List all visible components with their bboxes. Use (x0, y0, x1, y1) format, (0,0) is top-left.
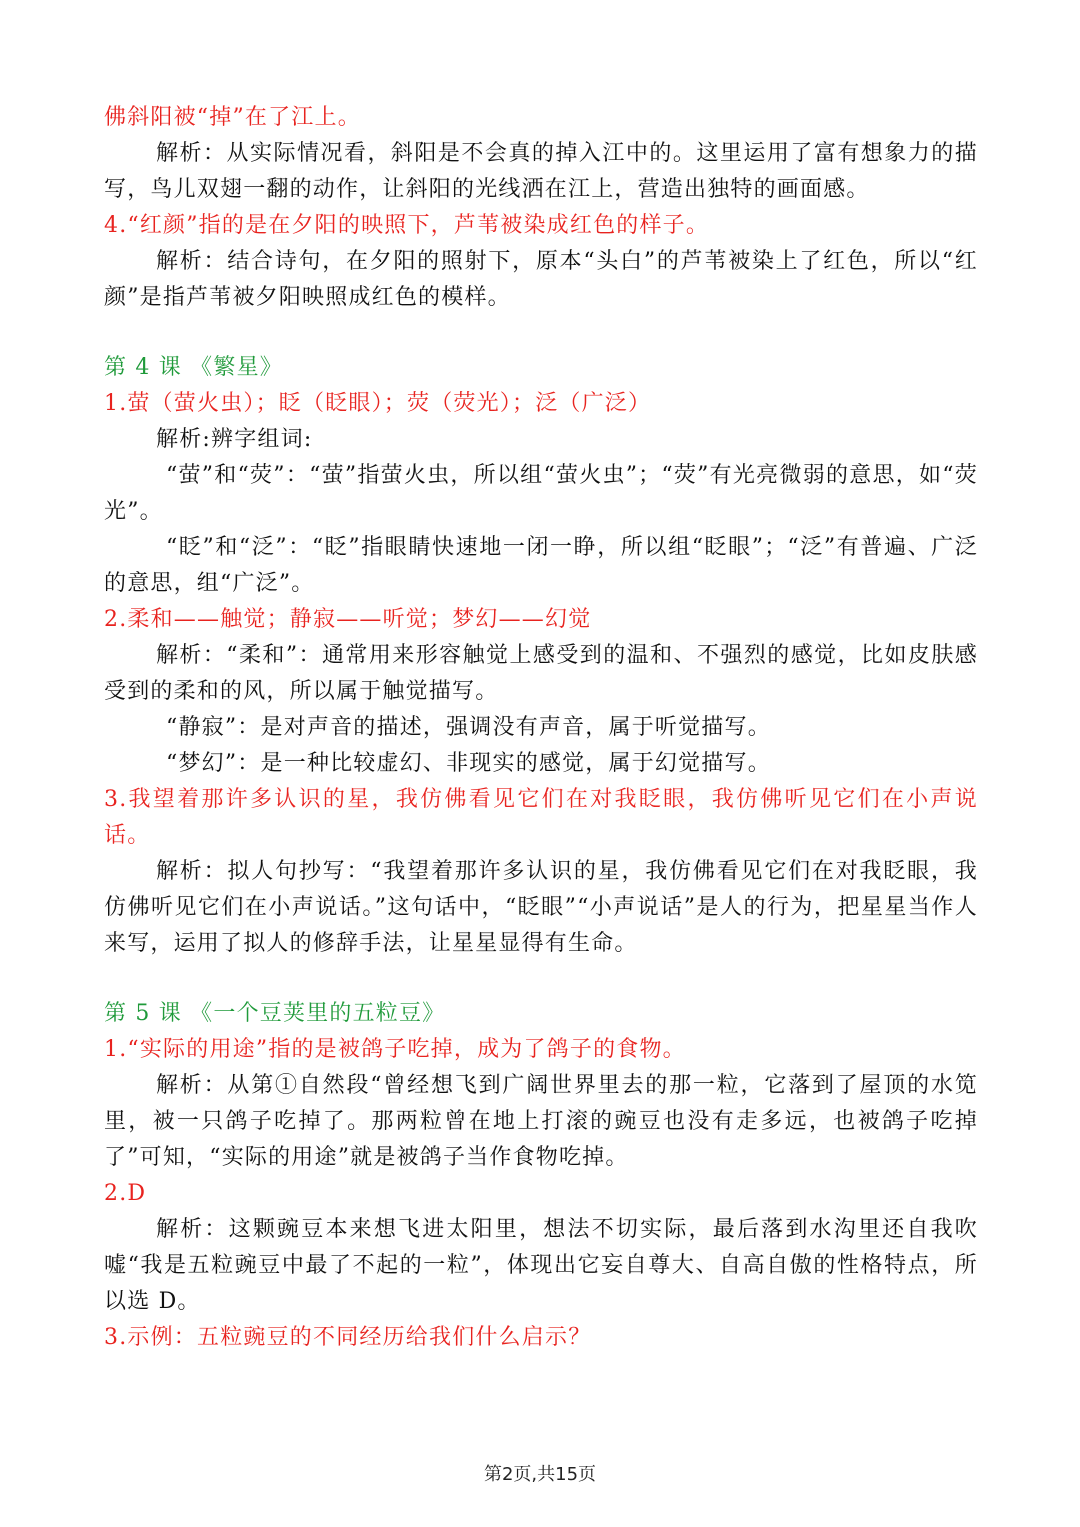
analysis-paragraph: “梦幻”：是一种比较虚幻、非现实的感觉，属于幻觉描写。 (166, 751, 771, 776)
answer-line: 2.D (104, 1181, 147, 1206)
lesson-heading: 第 5 课 《一个豆荚里的五粒豆》 (104, 1001, 446, 1026)
answer-line: 3.我望着那许多认识的星，我仿佛看见它们在对我眨眼，我仿佛听见它们在小声说话。 (104, 787, 978, 848)
answer-line: 1.萤（萤火虫）；眨（眨眼）；荧（荧光）；泛（广泛） (104, 391, 652, 416)
page-footer: 第2页,共15页 (483, 1464, 597, 1485)
answer-line: 4.“红颜”指的是在夕阳的映照下，芦苇被染成红色的样子。 (104, 213, 710, 238)
analysis-paragraph: 解析：从第①自然段“曾经想飞到广阔世界里去的那一粒，它落到了屋顶的水笕里，被一只鸽子吃掉了。那两粒曾在地上打滚的豌豆也没有走多远，也被鸽子吃掉了”可知，“实际的用途”就是被鸽子当作食物吃掉。 (104, 1073, 978, 1170)
answer-line: 1.“实际的用途”指的是被鸽子吃掉，成为了鸽子的食物。 (104, 1037, 686, 1062)
section-gap (104, 962, 978, 996)
analysis-paragraph: 解析：结合诗句，在夕阳的照射下，原本“头白”的芦苇被染上了红色，所以“红颜”是指芦苇被夕阳映照成红色的模样。 (104, 249, 978, 310)
document-content (104, 100, 978, 1356)
analysis-paragraph: 解析：从实际情况看，斜阳是不会真的掉入江中的。这里运用了富有想象力的描写，鸟儿双翅一翻的动作，让斜阳的光线洒在江上，营造出独特的画面感。 (104, 141, 978, 202)
section-gap (104, 316, 978, 350)
analysis-paragraph: “眨”和“泛”：“眨”指眼睛快速地一闭一睁，所以组“眨眼”；“泛”有普遍、广泛的意思，组“广泛”。 (104, 535, 978, 596)
analysis-paragraph: “静寂”：是对声音的描述，强调没有声音，属于听觉描写。 (166, 715, 771, 740)
answer-line: 佛斜阳被“掉”在了江上。 (104, 105, 361, 130)
analysis-paragraph: 解析：这颗豌豆本来想飞进太阳里，想法不切实际，最后落到水沟里还自我吹嘘“我是五粒豌豆中最了不起的一粒”，体现出它妄自尊大、自高自傲的性格特点，所以选 D。 (104, 1217, 978, 1314)
analysis-paragraph: 解析：“柔和”：通常用来形容触觉上感受到的温和、不强烈的感觉，比如皮肤感受到的柔和的风，所以属于触觉描写。 (104, 643, 978, 704)
analysis-paragraph: 解析：拟人句抄写：“我望着那许多认识的星，我仿佛看见它们在对我眨眼，我仿佛听见它们在小声说话。”这句话中，“眨眼”“小声说话”是人的行为，把星星当作人来写，运用了拟人的修辞手法，让星星显得有生命。 (104, 859, 978, 956)
answer-line: 3.示例：五粒豌豆的不同经历给我们什么启示？ (104, 1325, 592, 1350)
lesson-heading: 第 4 课 《繁星》 (104, 355, 283, 380)
answer-line: 2.柔和——触觉；静寂——听觉；梦幻——幻觉 (104, 607, 592, 632)
analysis-paragraph: “萤”和“荧”：“萤”指萤火虫，所以组“萤火虫”；“荧”有光亮微弱的意思，如“荧光”。 (104, 463, 978, 524)
analysis-paragraph: 解析:辨字组词: (156, 427, 313, 452)
